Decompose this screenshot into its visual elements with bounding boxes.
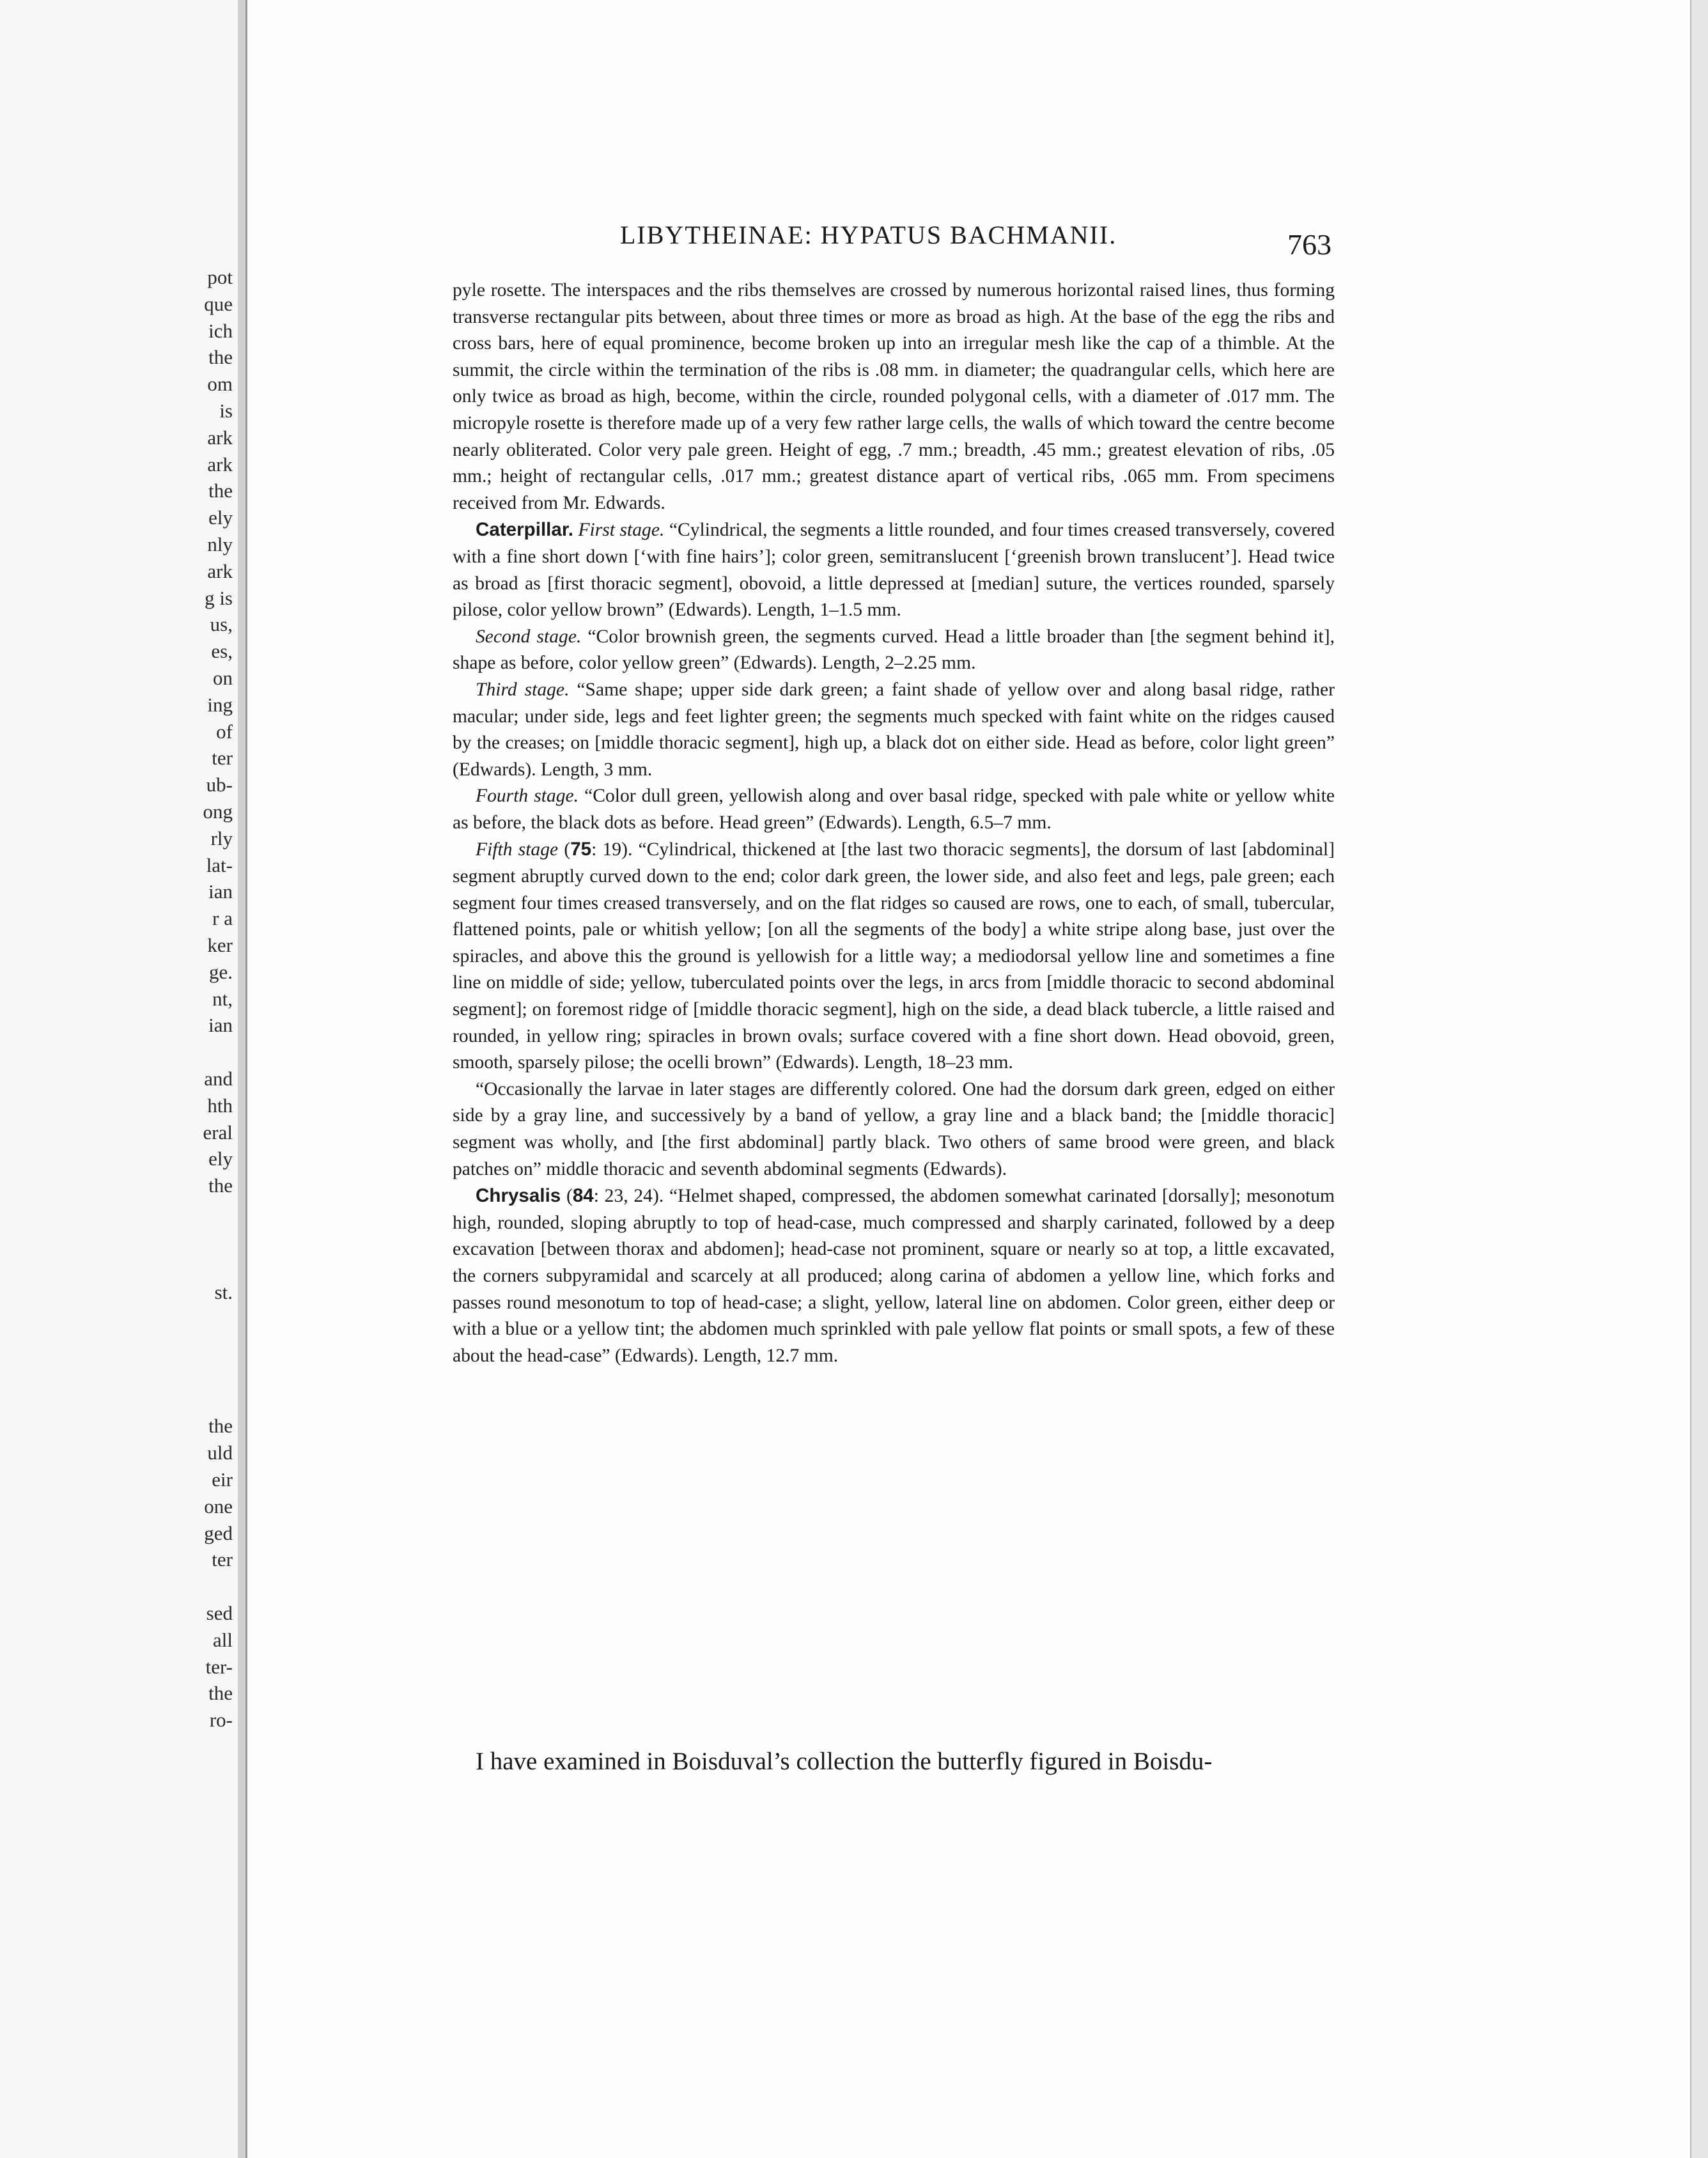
facing-page-line: the bbox=[208, 346, 233, 369]
facing-page-line: ark bbox=[207, 426, 233, 449]
stage-text: “Color dull green, yellowish along and over basal ridge, specked with pale white or yellow white as before, the black dots as before. Head green” (Edwards). Length, 6.5–7 mm. bbox=[453, 786, 1335, 833]
facing-page-line: us, bbox=[210, 613, 233, 636]
caterpillar-variation: “Occasionally the larvae in later stages are differently colored. One had the dorsum dark green, edged on either side by a gray line, and successively by a band of yellow, a gray line and a black band; the [middle thoracic] segment was wholly, and [the first abdominal] partly black. Two others of same brood were green, and black patches on” middle thoracic and seventh abdominal segments (Edwards). bbox=[453, 1078, 1335, 1179]
body-text bbox=[453, 277, 1335, 1369]
stage-label: Fifth stage bbox=[476, 839, 559, 860]
facing-page-line: uld bbox=[207, 1441, 233, 1464]
egg-paragraph: pyle rosette. The interspaces and the ribs themselves are crossed by numerous horizontal raised lines, thus forming transverse rectangular pits between, about three times or more as broad as high. At the base of the egg the ribs and cross bars, here of equal prominence, become broken up into an irregular mesh like the cap of a thimble. At the summit, the circle within the termination of the ribs is .08 mm. in diameter; the quadrangular cells, which here are only twice as broad as high, become, within the circle, rounded polygonal cells, with a diameter of .017 mm. The micropyle rosette is therefore made up of a very few rather large cells, the walls of which toward the centre become nearly obliterated. Color very pale green. Height of egg, .7 mm.; breadth, .45 mm.; greatest elevation of ribs, .05 mm.; height of rectangular cells, .017 mm.; greatest distance apart of vertical ribs, .065 mm. From specimens received from Mr. Edwards. bbox=[453, 280, 1335, 513]
running-head: LIBYTHEINAE: HYPATUS BACHMANII. bbox=[620, 221, 1117, 249]
chrysalis-text: “Helmet shaped, compressed, the abdomen somewhat carinated [dorsally]; mesonotum high, rounded, sloping abruptly to top of head-case, much compressed and sharply carinated, followed by a deep excavation [between thorax and abdomen]; head-case not prominent, square or nearly so at top, a little excavated, the corners subpyramidal and scarcely at all produced; along carina of abdomen a yellow line, which forks and passes round mesonotum to top of head-case; a slight, yellow, lateral line on abdomen. Color green, either deep or with a blue or a yellow tint; the abdomen much sprinkled with pale yellow flat points or small spots, a few of these about the head-case” (Edwards). Length, 12.7 mm. bbox=[453, 1186, 1335, 1366]
facing-page-line: ter bbox=[212, 1548, 233, 1571]
caterpillar-fourth-stage bbox=[453, 783, 1335, 836]
facing-page-line: all bbox=[213, 1628, 233, 1651]
facing-page-line: ian bbox=[208, 880, 233, 903]
plate-figures: : 19). bbox=[591, 839, 633, 860]
page-edge bbox=[1690, 0, 1708, 2158]
facing-page-line: ub- bbox=[206, 773, 233, 796]
facing-page-line: ian bbox=[208, 1014, 233, 1037]
facing-page-line: the bbox=[208, 1415, 233, 1438]
facing-page-line: st. bbox=[214, 1281, 233, 1304]
facing-page-line: sed bbox=[206, 1602, 233, 1624]
facing-page-line: the bbox=[208, 479, 233, 502]
facing-page-line: nt, bbox=[212, 987, 233, 1010]
chrysalis-heading: Chrysalis bbox=[476, 1185, 561, 1207]
facing-page-line: and bbox=[204, 1067, 233, 1090]
facing-page-line: es, bbox=[211, 640, 233, 663]
page-number: 763 bbox=[1287, 228, 1331, 261]
caterpillar-heading: Caterpillar. bbox=[476, 519, 573, 541]
closing-line: I have examined in Boisduval’s collection the butterfly figured in Boisdu- bbox=[476, 1748, 1213, 1775]
facing-page-line: ark bbox=[207, 453, 233, 476]
plate-figures: : 23, 24). bbox=[593, 1186, 664, 1207]
facing-page-fragment bbox=[0, 0, 242, 2158]
facing-page-line: que bbox=[204, 292, 233, 315]
facing-page-line: the bbox=[208, 1174, 233, 1197]
facing-page-line: of bbox=[216, 720, 233, 743]
stage-label: Second stage. bbox=[476, 626, 582, 647]
plate-reference: 75 bbox=[570, 839, 592, 860]
chrysalis-paragraph: Chrysalis (84: 23, 24). “Helmet shaped, compressed, the abdomen somewhat carinated [dorsally]; mesonotum high, rounded, sloping abruptly to top of head-case, much compressed and sharply carinated, followed by a deep excavation [between thorax and abdomen]; head-case not prominent, square or nearly so at top, a little excavated, the corners subpyramidal and scarcely at all produced; along carina of abdomen a yellow line, which forks and passes round mesonotum to top of head-case; a slight, yellow, lateral line on abdomen. Color green, either deep or with a blue or a yellow tint; the abdomen much sprinkled with pale yellow flat points or small spots, a few of these about the head-case” (Edwards). Length, 12.7 mm. bbox=[453, 1185, 1335, 1366]
facing-page-line: ter bbox=[212, 747, 233, 770]
stage-label: First stage. bbox=[578, 520, 665, 541]
facing-page-line: on bbox=[213, 667, 233, 689]
facing-page-line: nly bbox=[207, 533, 233, 555]
facing-page-line: hth bbox=[207, 1094, 233, 1117]
caterpillar-third-stage bbox=[453, 677, 1335, 783]
facing-page-line: ge. bbox=[208, 960, 233, 983]
facing-page-line: ro- bbox=[209, 1709, 233, 1732]
facing-page-line: ter- bbox=[205, 1655, 233, 1678]
stage-text: “Cylindrical, the segments a little rounded, and four times creased transversely, covered with a fine short down [‘with fine hairs’]; color green, semitranslucent [‘greenish brown translucent’]. Head twice as broad as [first thoracic segment], obovoid, a little depressed at [median] suture, the vertices rounded, sparsely pilose, color yellow brown” (Edwards). Length, 1–1.5 mm. bbox=[453, 520, 1335, 621]
facing-page-line: ing bbox=[207, 693, 233, 716]
facing-page-line: r a bbox=[212, 907, 233, 930]
facing-page-line: lat- bbox=[206, 853, 233, 876]
stage-text: “Cylindrical, thickened at [the last two thoracic segments], the dorsum of last [abdominal] segment abruptly curved down to the end; color dark green, the lower side, and also feet and legs, pale green; each segment four times creased transversely, and on the flat ridges so caused are rows, one to each, of small, tubercular, flattened points, pale or whitish yellow; [on all the segments of the body] a white stripe along base, just over the spiracles, and above this the ground is yellowish for a little way; a mediodorsal yellow line and sometimes a fine line on middle of side; yellow, tuberculated points over the legs, in arcs from [middle thoracic to second abdominal segment]; on foremost ridge of [middle thoracic segment], high on the side, a dead black tubercle, a little raised and rounded, in yellow ring; spiracles in brown ovals; surface covered with a fine short down. Head obovoid, green, smooth, sparsely pilose; the ocelli brown” (Edwards). Length, 18–23 mm. bbox=[453, 839, 1335, 1073]
caterpillar-second-stage bbox=[453, 624, 1335, 677]
stage-text: “Same shape; upper side dark green; a faint shade of yellow over and along basal ridge, rather macular; under side, legs and feet lighter green; the segments much specked with faint white on the ridges caused by the creases; on [middle thoracic segment], high up, a black dot on either side. Head as before, color light green” (Edwards). Length, 3 mm. bbox=[453, 679, 1335, 780]
facing-page-line: is bbox=[219, 400, 233, 422]
facing-page-line: eral bbox=[203, 1121, 233, 1144]
facing-page-line: om bbox=[207, 373, 233, 396]
facing-page-line: ong bbox=[203, 800, 233, 823]
book-gutter bbox=[238, 0, 245, 2158]
stage-label: Fourth stage. bbox=[476, 786, 579, 807]
caterpillar-fifth-stage: Fifth stage (75: 19). “Cylindrical, thickened at [the last two thoracic segments], the dorsum of last [abdominal] segment abruptly curved down to the end; color dark green, the lower side, and also feet and legs, pale green; each segment four times creased transversely, and on the flat ridges so caused are rows, one to each, of small, tubercular, flattened points, pale or whitish yellow; [on all the segments of the body] a white stripe along base, just over the spiracles, and above this the ground is yellowish for a little way; a mediodorsal yellow line and sometimes a fine line on middle of side; yellow, tuberculated points over the legs, in arcs from [middle thoracic to second abdominal segment]; on foremost ridge of [middle thoracic segment], high on the side, a dead black tubercle, a little raised and rounded, in yellow ring; spiracles in brown ovals; surface covered with a fine short down. Head obovoid, green, smooth, sparsely pilose; the ocelli brown” (Edwards). Length, 18–23 mm. bbox=[453, 839, 1335, 1073]
facing-page-line: eir bbox=[212, 1468, 233, 1491]
facing-page-line: ker bbox=[207, 934, 233, 956]
facing-page-line: one bbox=[204, 1494, 233, 1518]
facing-page-line: g is bbox=[205, 586, 233, 609]
caterpillar-first-stage bbox=[453, 516, 1335, 623]
facing-page-line: ich bbox=[208, 319, 233, 342]
stage-label: Third stage. bbox=[476, 679, 570, 700]
plate-reference: 84 bbox=[572, 1185, 594, 1207]
facing-page-line: rly bbox=[210, 827, 233, 850]
facing-page-line: ged bbox=[204, 1521, 233, 1544]
facing-page-line: pot bbox=[207, 266, 233, 288]
stage-text: “Color brownish green, the segments curved. Head a little broader than [the segment behind it], shape as before, color yellow green” (Edwards). Length, 2–2.25 mm. bbox=[453, 626, 1335, 674]
facing-page-line: ely bbox=[208, 506, 233, 529]
facing-page-line: ely bbox=[208, 1147, 233, 1170]
facing-page-line: ark bbox=[207, 559, 233, 582]
facing-page-line: the bbox=[208, 1682, 233, 1705]
